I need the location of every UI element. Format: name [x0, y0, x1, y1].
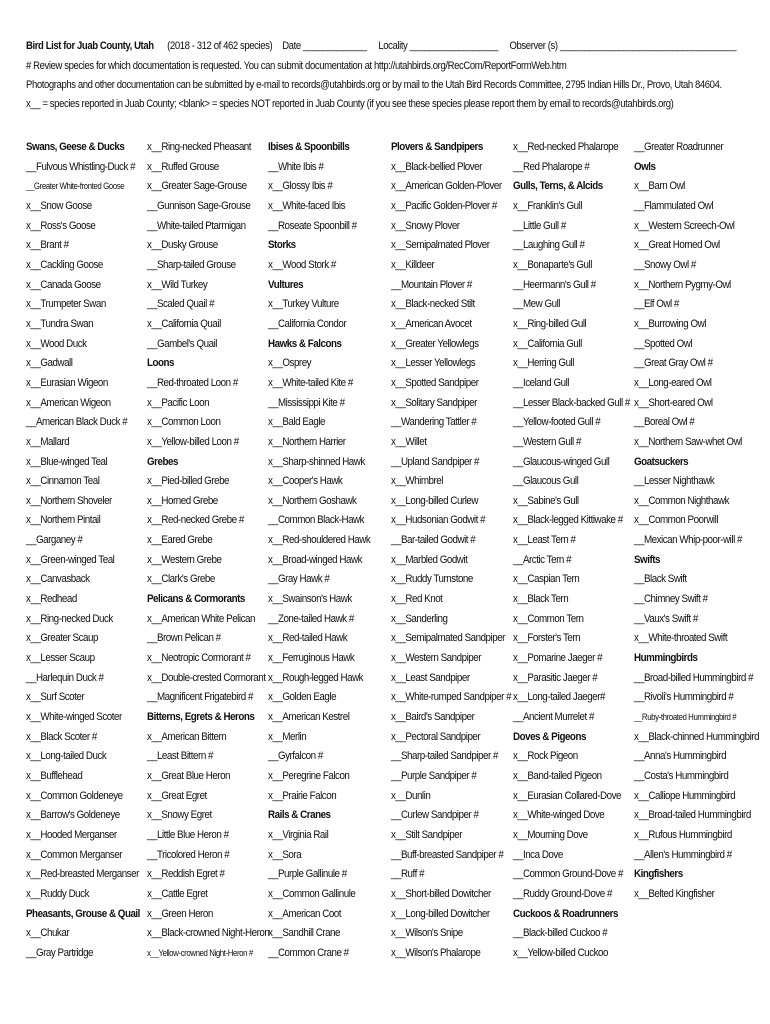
- species-entry[interactable]: x__Black-chinned Hummingbird: [634, 730, 760, 743]
- species-entry[interactable]: x__Swainson's Hawk: [268, 593, 352, 606]
- group-heading: Goatsuckers: [634, 455, 689, 468]
- species-entry[interactable]: __Red-throated Loon #: [147, 376, 238, 389]
- group-heading: Vultures: [268, 278, 304, 291]
- species-entry[interactable]: __Western Gull #: [513, 435, 581, 448]
- species-entry[interactable]: x__Pacific Golden-Plover #: [391, 199, 497, 212]
- species-entry[interactable]: __California Condor: [268, 317, 347, 330]
- species-entry[interactable]: x__Semipalmated Plover: [391, 239, 490, 252]
- species-entry[interactable]: x__Greater Sage-Grouse: [147, 180, 247, 193]
- species-entry[interactable]: __Mountain Plover #: [391, 278, 472, 291]
- species-entry[interactable]: x__Whimbrel: [391, 475, 443, 488]
- species-entry[interactable]: x__Franklin's Gull: [513, 199, 583, 212]
- species-entry[interactable]: x__Eurasian Wigeon: [26, 376, 108, 389]
- species-entry[interactable]: x__Hooded Merganser: [26, 828, 117, 841]
- group-heading: Plovers & Sandpipers: [391, 141, 483, 153]
- species-entry[interactable]: x__Rufous Hummingbird: [634, 828, 732, 841]
- species-entry[interactable]: __Sharp-tailed Grouse: [147, 258, 236, 271]
- species-entry[interactable]: __Glaucous Gull: [513, 475, 579, 488]
- species-entry[interactable]: x__Black-legged Kittiwake #: [513, 514, 623, 527]
- species-entry[interactable]: x__Cooper's Hawk: [268, 475, 343, 488]
- species-entry[interactable]: x__White-winged Scoter: [26, 711, 122, 724]
- species-entry[interactable]: x__Forster's Tern: [513, 632, 581, 645]
- species-entry[interactable]: x__Western Sandpiper: [391, 652, 482, 665]
- species-entry[interactable]: x__Black Scoter #: [26, 730, 97, 743]
- species-entry[interactable]: x__Pectoral Sandpiper: [391, 730, 481, 743]
- species-entry[interactable]: x__Long-tailed Jaeger#: [513, 691, 605, 704]
- species-entry[interactable]: __Gyrfalcon #: [268, 750, 323, 763]
- species-entry[interactable]: x__Red-necked Grebe #: [147, 514, 244, 527]
- group-heading: Hawks & Falcons: [268, 337, 342, 350]
- species-entry[interactable]: __Lesser Nighthawk: [634, 475, 715, 488]
- species-entry[interactable]: x__Common Gallinule: [268, 887, 356, 900]
- species-entry[interactable]: x__Trumpeter Swan: [26, 298, 106, 311]
- species-entry[interactable]: x__Canvasback: [26, 573, 90, 586]
- species-entry[interactable]: __Upland Sandpiper #: [391, 455, 480, 468]
- species-entry[interactable]: x__Stilt Sandpiper: [391, 828, 463, 841]
- group-heading: Storks: [268, 239, 296, 252]
- species-entry[interactable]: x__Semipalmated Sandpiper: [391, 632, 505, 645]
- group-heading: Ibises & Spoonbills: [268, 141, 350, 153]
- legend-note: x__ = species reported in Juab County; <blank> = species NOT reported in Juab County (if you see these species please report them by email to records@utahbirds.org): [26, 98, 674, 110]
- species-entry[interactable]: x__Golden Eagle: [268, 691, 337, 704]
- group-heading: Loons: [147, 357, 175, 370]
- group-heading: Gulls, Terns, & Alcids: [513, 180, 603, 193]
- species-entry[interactable]: x__Barrow's Goldeneye: [26, 809, 120, 822]
- group-heading: Pelicans & Cormorants: [147, 593, 245, 606]
- species-entry[interactable]: __Ruby-throated Hummingbird #: [634, 712, 737, 723]
- species-entry[interactable]: x__Snow Goose: [26, 199, 92, 212]
- species-entry[interactable]: __Vaux's Swift #: [634, 612, 698, 625]
- species-entry[interactable]: x__Broad-winged Hawk: [268, 553, 363, 566]
- species-entry[interactable]: x__Western Grebe: [147, 553, 222, 566]
- species-entry[interactable]: __Little Gull #: [513, 219, 566, 232]
- species-entry[interactable]: x__Wood Duck: [26, 337, 87, 350]
- species-entry[interactable]: x__Cinnamon Teal: [26, 475, 100, 488]
- group-heading: Owls: [634, 160, 656, 173]
- species-entry[interactable]: __Purple Sandpiper #: [391, 770, 477, 782]
- species-entry[interactable]: __Least Bittern #: [147, 750, 214, 763]
- species-entry[interactable]: x__Cackling Goose: [26, 258, 103, 271]
- group-heading: Bitterns, Egrets & Herons: [147, 711, 255, 724]
- species-entry[interactable]: __Allen's Hummingbird #: [634, 848, 732, 861]
- species-entry[interactable]: __Fulvous Whistling-Duck #: [26, 160, 136, 173]
- species-entry[interactable]: x__Yellow-billed Cuckoo: [513, 946, 608, 959]
- species-entry[interactable]: x__Pomarine Jaeger #: [513, 652, 603, 665]
- species-entry[interactable]: x__Wood Stork #: [268, 258, 336, 271]
- species-entry[interactable]: x__Ferruginous Hawk: [268, 652, 355, 665]
- species-entry[interactable]: x__Black-bellied Plover: [391, 160, 482, 173]
- species-entry[interactable]: __Glaucous-winged Gull: [513, 455, 610, 468]
- species-entry[interactable]: x__California Gull: [513, 337, 582, 350]
- species-entry[interactable]: x__Greater Scaup: [26, 632, 98, 645]
- species-entry[interactable]: x__Tundra Swan: [26, 317, 94, 330]
- species-entry[interactable]: __Common Ground-Dove #: [513, 868, 623, 881]
- list-title: Bird List for Juab County, Utah: [26, 40, 154, 52]
- species-entry[interactable]: __Wandering Tattler #: [391, 416, 477, 429]
- species-entry[interactable]: x__Turkey Vulture: [268, 298, 339, 311]
- species-entry[interactable]: x__Common Tern: [513, 612, 584, 625]
- species-entry[interactable]: __Lesser Black-backed Gull #: [513, 396, 630, 409]
- species-entry[interactable]: __Ancient Murrelet #: [513, 711, 594, 724]
- species-entry[interactable]: __Sharp-tailed Sandpiper #: [391, 750, 498, 763]
- species-entry[interactable]: x__Marbled Godwit: [391, 553, 468, 566]
- species-entry[interactable]: x__Greater Yellowlegs: [391, 337, 479, 350]
- species-entry[interactable]: x__Great Egret: [147, 789, 207, 802]
- species-entry[interactable]: __Inca Dove: [513, 848, 563, 861]
- species-column-1: [26, 138, 158, 964]
- locality-field-label[interactable]: Locality __________________: [378, 40, 498, 52]
- species-entry[interactable]: x__Prairie Falcon: [268, 789, 337, 802]
- species-entry[interactable]: x__Green Heron: [147, 907, 213, 920]
- species-entry[interactable]: x__Mallard: [26, 435, 70, 448]
- species-entry[interactable]: x__Hudsonian Godwit #: [391, 514, 486, 527]
- species-entry[interactable]: x__Northern Pygmy-Owl: [634, 278, 731, 291]
- species-entry[interactable]: x__Red Knot: [391, 593, 443, 606]
- species-entry[interactable]: __Ruff #: [391, 868, 425, 881]
- group-heading: Cuckoos & Roadrunners: [513, 907, 618, 920]
- species-entry[interactable]: __Purple Gallinule #: [268, 868, 347, 881]
- species-entry[interactable]: __Curlew Sandpiper #: [391, 809, 479, 822]
- species-entry[interactable]: x__Northern Pintail: [26, 514, 101, 527]
- species-entry[interactable]: x__Northern Goshawk: [268, 494, 357, 507]
- species-entry[interactable]: x__Neotropic Cormorant #: [147, 652, 251, 665]
- species-entry[interactable]: x__Rough-legged Hawk: [268, 671, 364, 684]
- species-entry[interactable]: x__Ring-necked Pheasant: [147, 141, 252, 153]
- species-entry[interactable]: x__Burrowing Owl: [634, 317, 706, 330]
- species-entry[interactable]: __White Ibis #: [268, 160, 324, 173]
- species-entry[interactable]: x__Common Loon: [147, 416, 221, 429]
- species-entry[interactable]: x__American Coot: [268, 907, 342, 920]
- species-entry[interactable]: __Ruddy Ground-Dove #: [513, 887, 612, 900]
- species-column-5: [513, 138, 649, 964]
- species-count: (2018 - 312 of 462 species): [167, 40, 273, 52]
- species-column-6: [634, 138, 770, 905]
- species-entry[interactable]: x__Yellow-billed Loon #: [147, 435, 239, 448]
- species-entry[interactable]: x__American Bittern: [147, 730, 227, 743]
- species-entry[interactable]: __Laughing Gull #: [513, 239, 585, 252]
- species-entry[interactable]: x__Canada Goose: [26, 278, 101, 291]
- species-entry[interactable]: x__Red-necked Phalarope: [513, 141, 619, 153]
- group-heading: Kingfishers: [634, 868, 683, 881]
- species-entry[interactable]: x__Bufflehead: [26, 770, 83, 782]
- species-entry[interactable]: x__Common Nighthawk: [634, 494, 730, 507]
- species-entry[interactable]: x__Green-winged Teal: [26, 553, 115, 566]
- species-entry[interactable]: x__Horned Grebe: [147, 494, 218, 507]
- species-entry[interactable]: x__Sandhill Crane: [268, 927, 341, 940]
- species-entry[interactable]: x__Northern Saw-whet Owl: [634, 435, 742, 448]
- species-entry[interactable]: x__Mourning Dove: [513, 828, 588, 841]
- species-entry[interactable]: x__Wilson's Snipe: [391, 927, 463, 940]
- species-entry[interactable]: __Buff-breasted Sandpiper #: [391, 848, 504, 861]
- species-column-3: [268, 138, 387, 964]
- species-entry[interactable]: x__Ross's Goose: [26, 219, 96, 232]
- species-entry[interactable]: x__Sharp-shinned Hawk: [268, 455, 365, 468]
- species-entry[interactable]: x__Long-billed Dowitcher: [391, 907, 490, 920]
- species-entry[interactable]: x__Eared Grebe: [147, 534, 213, 547]
- species-entry[interactable]: x__Bald Eagle: [268, 416, 326, 429]
- species-column-4: [391, 138, 531, 964]
- species-entry[interactable]: x__Dusky Grouse: [147, 239, 218, 252]
- species-entry[interactable]: x__Pacific Loon: [147, 396, 210, 409]
- species-entry[interactable]: __Anna's Hummingbird: [634, 750, 727, 763]
- group-heading: Swifts: [634, 553, 661, 566]
- species-entry[interactable]: x__Spotted Sandpiper: [391, 376, 479, 389]
- species-entry[interactable]: x__Brant #: [26, 239, 69, 252]
- species-entry[interactable]: x__Red-tailed Hawk: [268, 632, 348, 645]
- species-entry[interactable]: x__Glossy Ibis #: [268, 180, 333, 193]
- species-entry[interactable]: x__Least Tern #: [513, 534, 576, 547]
- species-entry[interactable]: x__Ruddy Duck: [26, 887, 90, 900]
- species-entry[interactable]: x__Merlin: [268, 730, 307, 743]
- species-entry[interactable]: __Chimney Swift #: [634, 593, 708, 606]
- species-entry[interactable]: __Snowy Owl #: [634, 258, 696, 271]
- species-entry[interactable]: x__Ruddy Turnstone: [391, 573, 473, 586]
- species-entry[interactable]: __Boreal Owl #: [634, 416, 695, 429]
- species-entry[interactable]: x__White-faced Ibis: [268, 199, 346, 212]
- group-heading: Pheasants, Grouse & Quail: [26, 907, 140, 920]
- species-entry[interactable]: x__Double-crested Cormorant: [147, 671, 266, 684]
- species-entry[interactable]: __Harlequin Duck #: [26, 671, 104, 684]
- species-entry[interactable]: x__Snowy Egret: [147, 809, 212, 822]
- species-entry[interactable]: __Common Black-Hawk: [268, 514, 365, 527]
- species-entry[interactable]: x__Herring Gull: [513, 357, 574, 370]
- species-entry[interactable]: __Broad-billed Hummingbird #: [634, 671, 754, 684]
- species-entry[interactable]: __Mississippi Kite #: [268, 396, 345, 409]
- species-entry[interactable]: __American Black Duck #: [26, 416, 128, 429]
- species-entry[interactable]: x__Short-eared Owl: [634, 396, 713, 409]
- species-entry[interactable]: x__Caspian Tern: [513, 573, 580, 586]
- species-entry[interactable]: __Zone-tailed Hawk #: [268, 612, 354, 625]
- species-entry[interactable]: x__California Quail: [147, 317, 221, 330]
- species-entry[interactable]: __Gray Hawk #: [268, 573, 330, 586]
- species-entry[interactable]: x__American White Pelican: [147, 612, 255, 625]
- observer-field-label[interactable]: Observer (s) ____________________________________: [509, 40, 737, 52]
- species-entry[interactable]: x__Surf Scoter: [26, 691, 85, 704]
- species-entry[interactable]: x__Dunlin: [391, 789, 431, 802]
- species-entry[interactable]: x__Long-eared Owl: [634, 376, 712, 389]
- group-heading: Doves & Pigeons: [513, 730, 586, 743]
- species-entry[interactable]: x__Ring-necked Duck: [26, 612, 113, 625]
- species-entry[interactable]: x__Common Poorwill: [634, 514, 719, 527]
- species-entry[interactable]: __Iceland Gull: [513, 376, 570, 389]
- species-entry[interactable]: x__Band-tailed Pigeon: [513, 770, 602, 782]
- species-entry[interactable]: x__Long-billed Curlew: [391, 494, 478, 507]
- species-entry[interactable]: x__Black-necked Stilt: [391, 298, 475, 311]
- species-entry[interactable]: x__American Wigeon: [26, 396, 111, 409]
- species-entry[interactable]: __Common Crane #: [268, 946, 349, 959]
- species-entry[interactable]: __Tricolored Heron #: [147, 848, 230, 861]
- species-entry[interactable]: __Black Swift: [634, 573, 687, 586]
- species-entry[interactable]: x__White-winged Dove: [513, 809, 605, 822]
- species-entry[interactable]: x__Common Goldeneye: [26, 789, 123, 802]
- species-entry[interactable]: x__Sanderling: [391, 612, 448, 625]
- species-entry[interactable]: x__Great Horned Owl: [634, 239, 720, 252]
- species-entry[interactable]: __Mew Gull: [513, 298, 560, 311]
- species-entry[interactable]: __Black-billed Cuckoo #: [513, 927, 608, 940]
- species-entry[interactable]: x__Belted Kingfisher: [634, 887, 715, 900]
- species-entry[interactable]: x__Sabine's Gull: [513, 494, 579, 507]
- species-entry[interactable]: x__Sora: [268, 848, 302, 861]
- species-entry[interactable]: __White-tailed Ptarmigan: [147, 219, 246, 232]
- species-entry[interactable]: x__Barn Owl: [634, 180, 685, 193]
- species-entry[interactable]: x__American Kestrel: [268, 711, 350, 724]
- species-entry[interactable]: x__Black-crowned Night-Heron: [147, 927, 270, 940]
- species-entry[interactable]: __Spotted Owl: [634, 337, 693, 350]
- species-entry[interactable]: x__Bonaparte's Gull: [513, 258, 592, 271]
- species-entry[interactable]: x__Red-shouldered Hawk: [268, 534, 371, 547]
- documentation-note: Photographs and other documentation can be submitted by e-mail to records@utahbirds.org or by mail to the Utah Bird Records Committee, 2795 Indian Hills Dr., Provo, Utah 84604.: [26, 79, 722, 91]
- species-entry[interactable]: x__Cattle Egret: [147, 887, 208, 900]
- species-entry[interactable]: x__Black Tern: [513, 593, 569, 606]
- species-entry[interactable]: x__Ring-billed Gull: [513, 317, 587, 330]
- species-entry[interactable]: __Gunnison Sage-Grouse: [147, 199, 251, 212]
- title-line: [26, 40, 737, 52]
- species-entry[interactable]: x__Willet: [391, 435, 427, 448]
- species-entry[interactable]: __Mexican Whip-poor-will #: [634, 534, 743, 547]
- species-entry[interactable]: x__Red-breasted Merganser: [26, 868, 139, 881]
- species-entry[interactable]: x__Broad-tailed Hummingbird: [634, 809, 751, 822]
- group-heading: Grebes: [147, 455, 178, 468]
- species-entry[interactable]: __Elf Owl #: [634, 298, 679, 311]
- species-entry[interactable]: x__Least Sandpiper: [391, 671, 470, 684]
- species-entry[interactable]: x__Eurasian Collared-Dove: [513, 789, 621, 802]
- species-entry[interactable]: x__Northern Harrier: [268, 435, 346, 448]
- species-entry[interactable]: x__Blue-winged Teal: [26, 455, 108, 468]
- species-entry[interactable]: x__Rock Pigeon: [513, 750, 578, 763]
- species-entry[interactable]: x__Long-tailed Duck: [26, 750, 107, 763]
- species-entry[interactable]: x__Virginia Rail: [268, 828, 329, 841]
- species-entry[interactable]: __Great Gray Owl #: [634, 357, 713, 370]
- species-entry[interactable]: x__Snowy Plover: [391, 219, 460, 232]
- species-entry[interactable]: x__Wild Turkey: [147, 278, 208, 291]
- species-entry[interactable]: __Garganey #: [26, 534, 83, 547]
- species-entry[interactable]: x__White-tailed Kite #: [268, 376, 353, 389]
- species-entry[interactable]: __Gray Partridge: [26, 946, 94, 959]
- species-entry[interactable]: __Arctic Tern #: [513, 553, 572, 566]
- species-entry[interactable]: x__Great Blue Heron: [147, 770, 231, 782]
- species-entry[interactable]: x__American Golden-Plover: [391, 180, 502, 193]
- species-entry[interactable]: x__Common Merganser: [26, 848, 123, 861]
- species-entry[interactable]: x__Short-billed Dowitcher: [391, 887, 491, 900]
- species-entry[interactable]: x__Peregrine Falcon: [268, 770, 350, 782]
- species-entry[interactable]: x__Calliope Hummingbird: [634, 789, 736, 802]
- review-note: # Review species for which documentation is requested. You can submit documentation at http://utahbirds.org/RecCom/ReportFormWeb.htm: [26, 60, 567, 72]
- species-entry[interactable]: x__Reddish Egret #: [147, 868, 225, 881]
- species-entry[interactable]: x__Western Screech-Owl: [634, 219, 735, 232]
- species-entry[interactable]: x__White-throated Swift: [634, 632, 728, 645]
- species-entry[interactable]: __Magnificent Frigatebird #: [147, 691, 253, 704]
- species-entry[interactable]: x__White-rumped Sandpiper #: [391, 691, 512, 704]
- species-entry[interactable]: __Gambel's Quail: [147, 337, 217, 350]
- species-entry[interactable]: __Greater Roadrunner: [634, 141, 724, 153]
- species-entry[interactable]: __Red Phalarope #: [513, 160, 590, 173]
- species-entry[interactable]: __Scaled Quail #: [147, 298, 215, 311]
- species-entry[interactable]: __Little Blue Heron #: [147, 828, 229, 841]
- species-entry[interactable]: __Brown Pelican #: [147, 632, 221, 645]
- species-entry[interactable]: __Costa's Hummingbird: [634, 770, 729, 782]
- species-entry[interactable]: x__Solitary Sandpiper: [391, 396, 477, 409]
- species-entry[interactable]: x__Yellow-crowned Night-Heron #: [147, 947, 253, 958]
- group-heading: Hummingbirds: [634, 652, 698, 665]
- species-entry[interactable]: __Heermann's Gull #: [513, 278, 596, 291]
- species-entry[interactable]: x__Killdeer: [391, 258, 435, 271]
- species-entry[interactable]: x__Pied-billed Grebe: [147, 475, 230, 488]
- species-entry[interactable]: x__Northern Shoveler: [26, 494, 112, 507]
- species-entry[interactable]: x__Chukar: [26, 927, 70, 940]
- species-entry[interactable]: x__American Avocet: [391, 317, 472, 330]
- species-entry[interactable]: __Yellow-footed Gull #: [513, 416, 601, 429]
- species-entry[interactable]: __Roseate Spoonbill #: [268, 219, 357, 232]
- species-entry[interactable]: __Greater White-fronted Goose: [26, 181, 125, 192]
- date-field-label[interactable]: Date _____________: [282, 40, 367, 52]
- species-entry[interactable]: x__Baird's Sandpiper: [391, 711, 475, 724]
- species-entry[interactable]: __Rivoli's Hummingbird #: [634, 691, 734, 704]
- species-entry[interactable]: x__Wilson's Phalarope: [391, 946, 481, 959]
- species-entry[interactable]: x__Lesser Scaup: [26, 652, 95, 665]
- species-entry[interactable]: x__Osprey: [268, 357, 312, 370]
- species-entry[interactable]: x__Ruffed Grouse: [147, 160, 219, 173]
- group-heading: Rails & Cranes: [268, 809, 331, 822]
- species-entry[interactable]: x__Gadwall: [26, 357, 73, 370]
- species-entry[interactable]: x__Redhead: [26, 593, 77, 606]
- species-entry[interactable]: x__Clark's Grebe: [147, 573, 215, 586]
- species-entry[interactable]: x__Parasitic Jaeger #: [513, 671, 598, 684]
- species-entry[interactable]: x__Lesser Yellowlegs: [391, 357, 476, 370]
- species-entry[interactable]: __Flammulated Owl: [634, 199, 714, 212]
- species-entry[interactable]: __Bar-tailed Godwit #: [391, 534, 476, 547]
- group-heading: Swans, Geese & Ducks: [26, 141, 125, 153]
